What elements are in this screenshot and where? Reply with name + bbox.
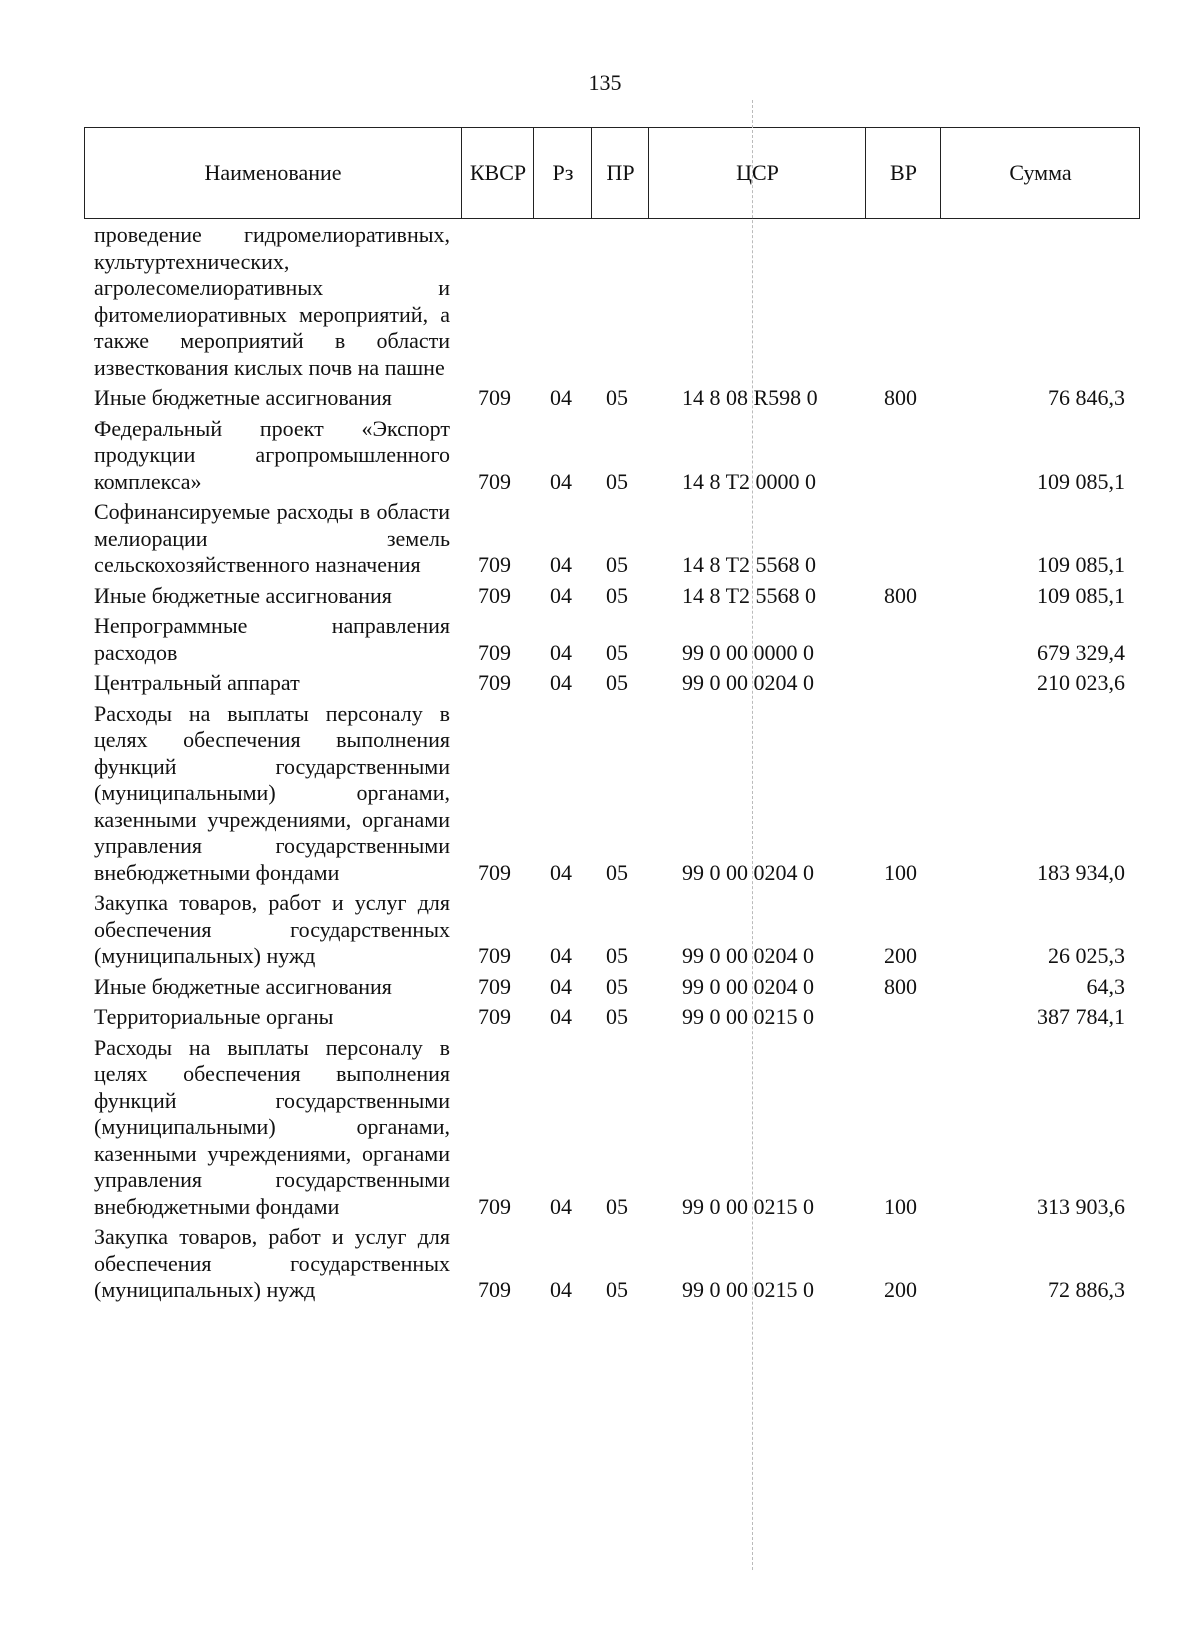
row-name: Закупка товаров, работ и услуг для обеспечения государственных (муниципальных) нужд	[94, 1224, 450, 1302]
row-sum: 313 903,6	[1037, 1193, 1125, 1219]
row-vr: 200	[884, 1277, 917, 1302]
row-kvsr: 709	[478, 670, 511, 695]
table-row	[0, 1224, 1200, 1304]
table-row	[0, 613, 1200, 666]
row-rz: 04	[550, 468, 572, 494]
table-row	[0, 670, 1200, 697]
row-vr: 100	[884, 859, 917, 885]
row-kvsr: 709	[478, 973, 511, 999]
row-csr: 99 0 00 0215 0	[682, 1004, 814, 1029]
row-name: Софинансируемые расходы в области мелиорации земель сельскохозяйственного назначения	[94, 499, 450, 577]
row-csr: 99 0 00 0204 0	[682, 973, 814, 999]
row-sum: 26 025,3	[1048, 943, 1125, 968]
header-sum: Сумма	[940, 128, 1140, 218]
row-sum: 183 934,0	[1037, 859, 1125, 885]
row-pr: 05	[606, 1193, 628, 1219]
row-pr: 05	[606, 1277, 628, 1302]
table-row	[0, 385, 1200, 412]
row-kvsr: 709	[478, 1193, 511, 1219]
row-vr: 200	[884, 943, 917, 968]
table-row	[0, 222, 1200, 381]
row-rz: 04	[550, 1277, 572, 1302]
row-csr: 99 0 00 0215 0	[682, 1277, 814, 1302]
row-rz: 04	[550, 943, 572, 968]
row-kvsr: 709	[478, 385, 511, 410]
header-vr: ВР	[865, 128, 941, 218]
row-sum: 387 784,1	[1037, 1004, 1125, 1029]
row-kvsr: 709	[478, 1277, 511, 1302]
row-rz: 04	[550, 973, 572, 999]
row-sum: 109 085,1	[1037, 582, 1125, 608]
header-kvsr: КВСР	[461, 128, 534, 218]
table-row	[0, 499, 1200, 579]
row-sum: 76 846,3	[1048, 385, 1125, 410]
row-rz: 04	[550, 859, 572, 885]
table-row	[0, 583, 1200, 610]
header-pr: ПР	[591, 128, 649, 218]
row-name: Расходы на выплаты персоналу в целях обеспечения выполнения функций государственными (муниципальными) органами, казенными учреждениями, органами управления государственными внебюджетными фондами	[94, 700, 450, 885]
row-vr: 800	[884, 385, 917, 410]
table-row	[0, 1035, 1200, 1221]
row-vr: 100	[884, 1193, 917, 1219]
row-pr: 05	[606, 552, 628, 577]
row-kvsr: 709	[478, 1004, 511, 1029]
table-body	[0, 222, 1200, 1304]
row-pr: 05	[606, 639, 628, 665]
row-pr: 05	[606, 670, 628, 695]
row-kvsr: 709	[478, 468, 511, 494]
row-name: Территориальные органы	[94, 1004, 334, 1029]
row-kvsr: 709	[478, 552, 511, 577]
row-csr: 99 0 00 0204 0	[682, 670, 814, 695]
row-name: Иные бюджетные ассигнования	[94, 582, 392, 608]
row-rz: 04	[550, 552, 572, 577]
row-csr: 14 8 T2 0000 0	[682, 468, 817, 494]
row-name: Иные бюджетные ассигнования	[94, 973, 392, 999]
table-header	[84, 127, 1140, 219]
row-rz: 04	[550, 385, 572, 410]
row-csr: 99 0 00 0215 0	[682, 1193, 814, 1219]
row-kvsr: 709	[478, 582, 511, 608]
row-pr: 05	[606, 385, 628, 410]
row-rz: 04	[550, 670, 572, 695]
row-sum: 109 085,1	[1037, 468, 1125, 494]
row-name: проведение гидромелиоративных, культуртехнических, агролесомелиоративных и фитомелиоративных мероприятий, а также мероприятий в области известкования кислых почв на пашне	[94, 222, 450, 380]
row-pr: 05	[606, 859, 628, 885]
table-row	[0, 890, 1200, 970]
table-row	[0, 974, 1200, 1001]
row-kvsr: 709	[478, 859, 511, 885]
page-number: 135	[588, 70, 622, 95]
header-csr: ЦСР	[648, 128, 866, 218]
row-sum: 109 085,1	[1037, 552, 1125, 577]
row-sum: 210 023,6	[1037, 670, 1125, 695]
row-pr: 05	[606, 1004, 628, 1029]
row-pr: 05	[606, 582, 628, 608]
row-sum: 64,3	[1086, 973, 1125, 999]
row-name: Расходы на выплаты персоналу в целях обеспечения выполнения функций государственными (муниципальными) органами, казенными учреждениями, органами управления государственными внебюджетными фондами	[94, 1034, 450, 1219]
table-row	[0, 1004, 1200, 1031]
row-rz: 04	[550, 639, 572, 665]
row-name: Федеральный проект «Экспорт продукции агропромышленного комплекса»	[94, 415, 450, 494]
row-csr: 99 0 00 0000 0	[682, 639, 814, 665]
row-pr: 05	[606, 943, 628, 968]
row-csr: 99 0 00 0204 0	[682, 943, 814, 968]
row-name: Непрограммные направления расходов	[94, 613, 450, 665]
row-vr: 800	[884, 973, 917, 999]
table-row	[0, 701, 1200, 887]
row-csr: 14 8 T2 5568 0	[682, 582, 817, 608]
row-rz: 04	[550, 582, 572, 608]
row-rz: 04	[550, 1004, 572, 1029]
row-name: Закупка товаров, работ и услуг для обеспечения государственных (муниципальных) нужд	[94, 890, 450, 968]
row-csr: 14 8 T2 5568 0	[682, 552, 817, 577]
row-csr: 99 0 00 0204 0	[682, 859, 814, 885]
row-pr: 05	[606, 468, 628, 494]
row-sum: 72 886,3	[1048, 1277, 1125, 1302]
row-name: Иные бюджетные ассигнования	[94, 385, 392, 410]
header-rz: Рз	[533, 128, 592, 218]
row-kvsr: 709	[478, 639, 511, 665]
row-name: Центральный аппарат	[94, 670, 300, 695]
header-name: Наименование	[204, 160, 342, 185]
table-row	[0, 416, 1200, 496]
row-sum: 679 329,4	[1037, 639, 1125, 665]
row-kvsr: 709	[478, 943, 511, 968]
row-rz: 04	[550, 1193, 572, 1219]
row-vr: 800	[884, 582, 917, 608]
row-csr: 14 8 08 R598 0	[682, 385, 818, 410]
row-pr: 05	[606, 973, 628, 999]
